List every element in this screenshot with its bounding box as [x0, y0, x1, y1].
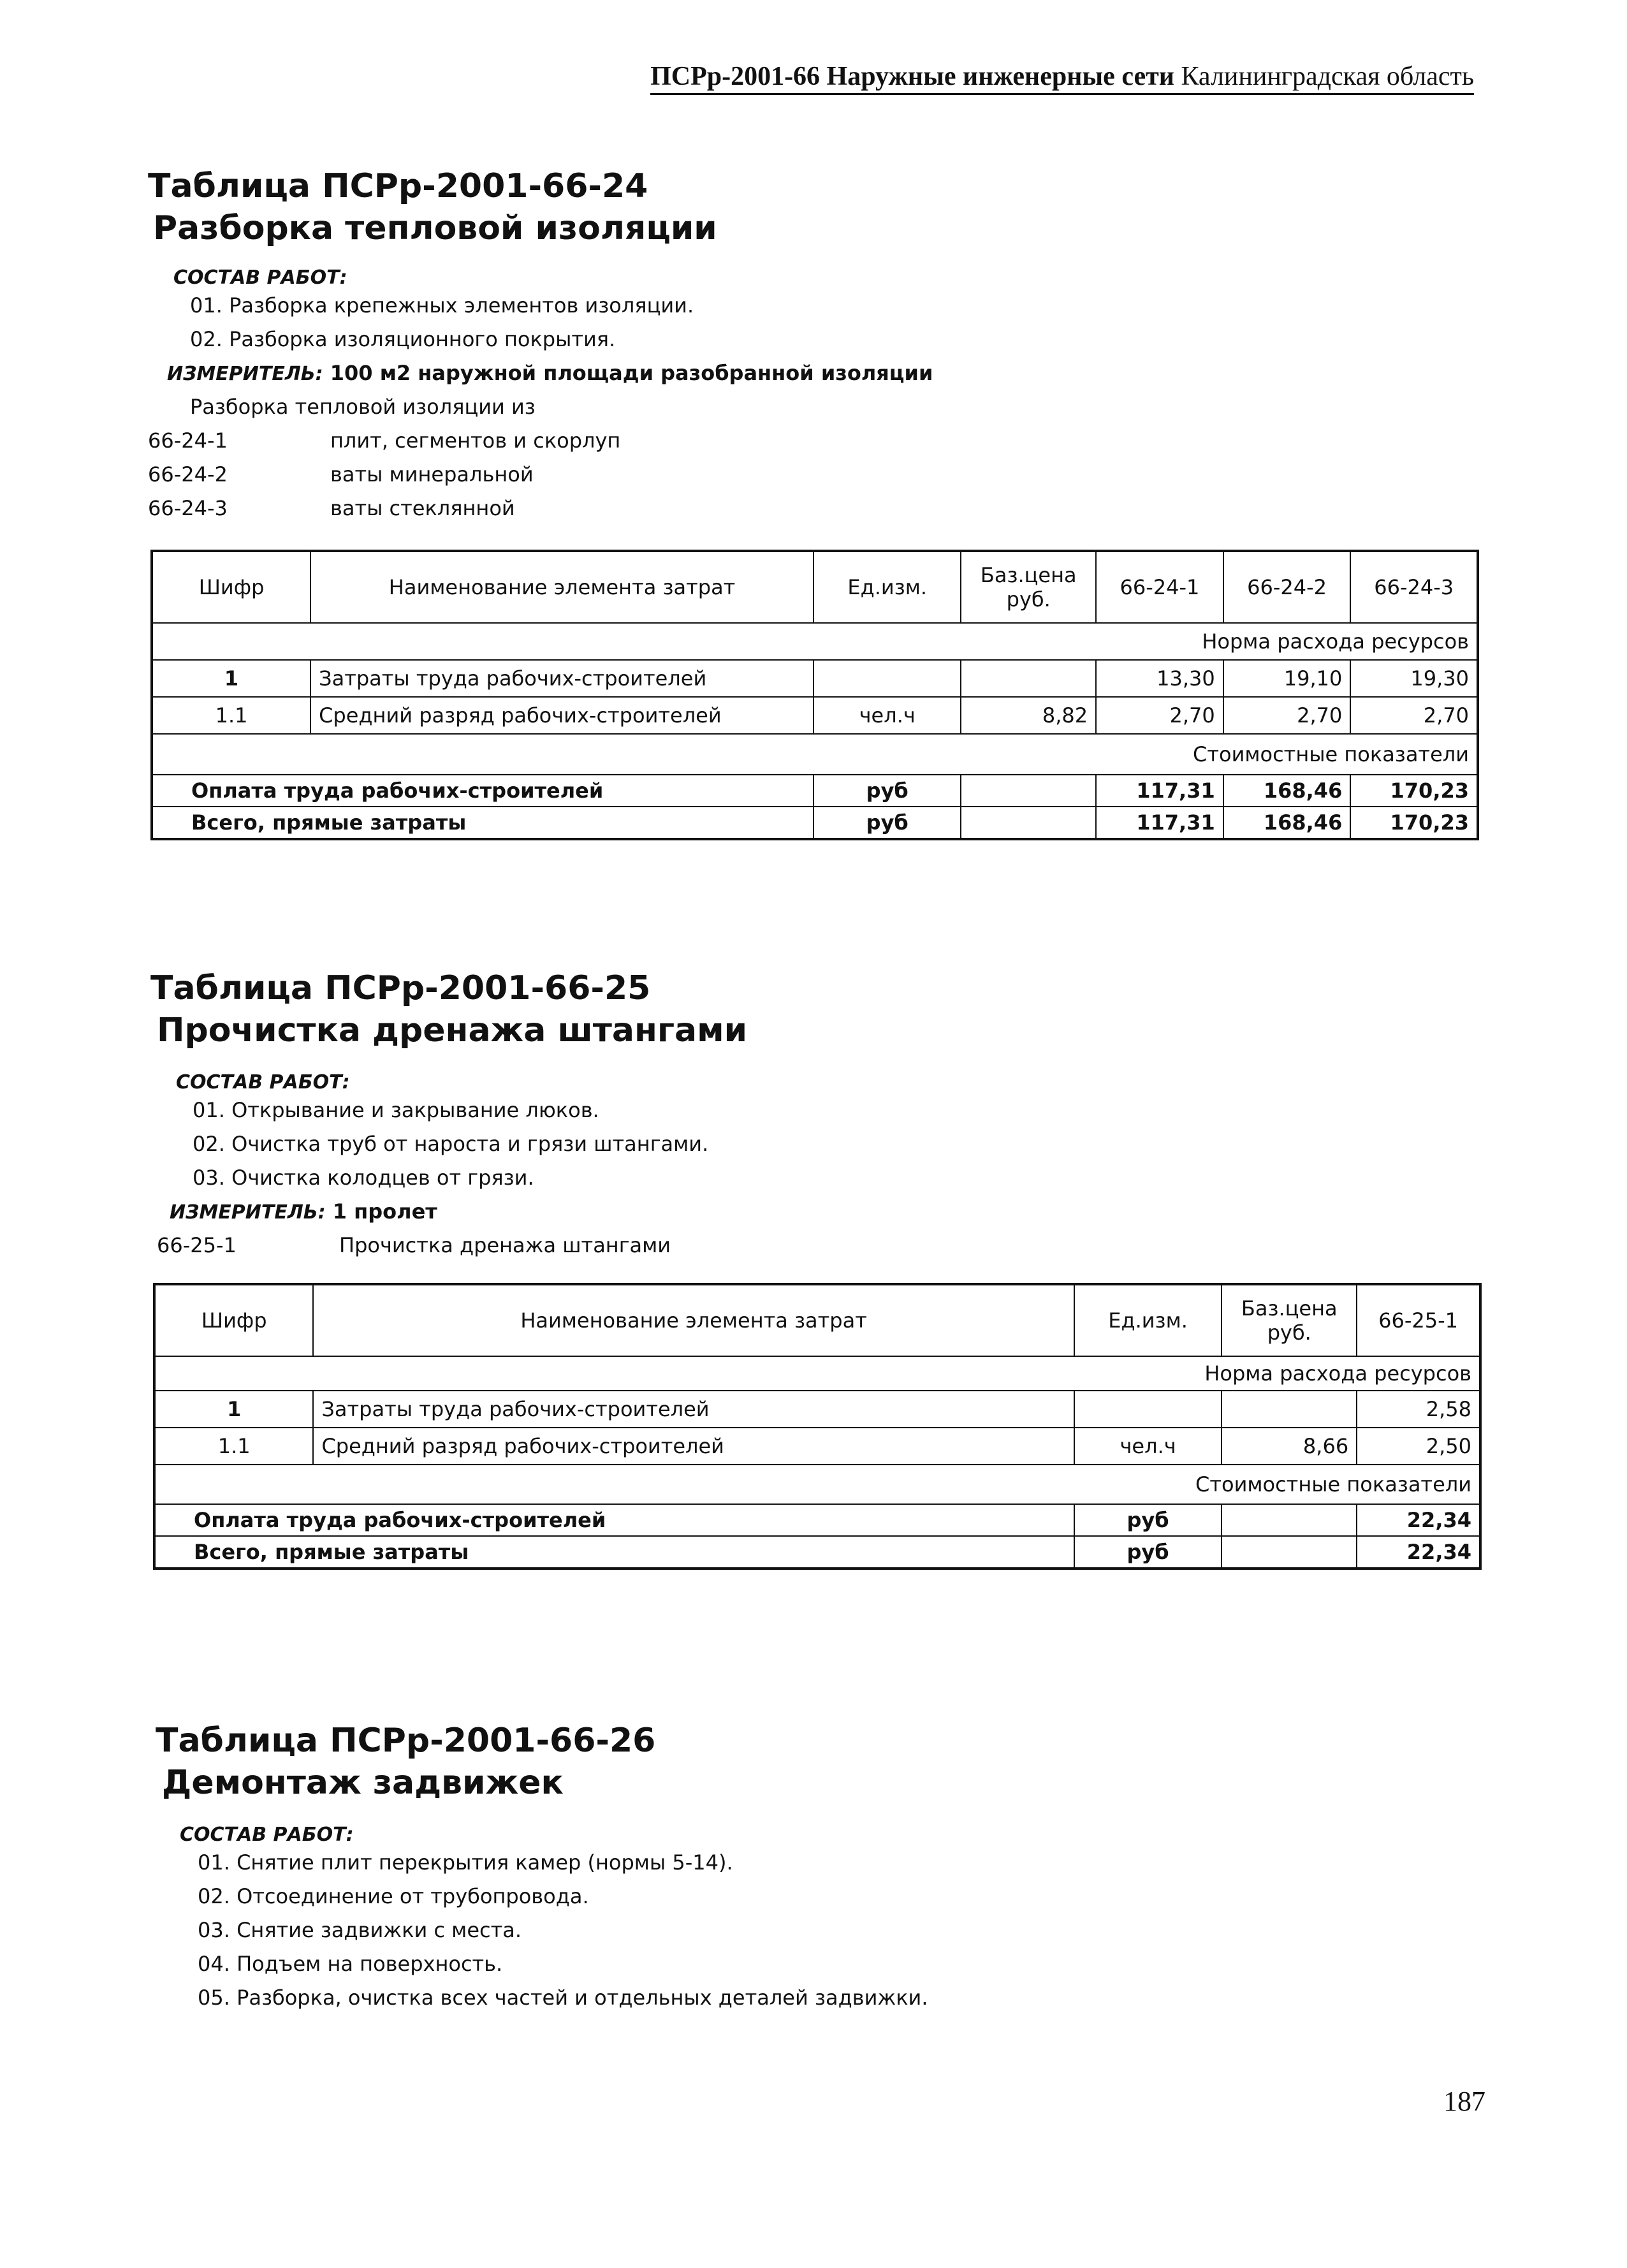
work-item: 01. Снятие плит перекрытия камер (нормы 5-14). [198, 1850, 733, 1875]
col-header: Шифр [154, 1284, 313, 1356]
row-price: 8,66 [1222, 1428, 1357, 1465]
izmeritel-value: 100 м2 наружной площади разобранной изоляции [330, 361, 933, 385]
variant-desc: плит, сегментов и скорлуп [330, 428, 621, 453]
work-item: 02. Очистка труб от нароста и грязи штангами. [193, 1132, 709, 1156]
table-title: Таблица ПСРр-2001-66-24 [148, 167, 648, 205]
row-code: 1.1 [152, 697, 310, 734]
row-value: 2,50 [1357, 1428, 1480, 1465]
cost-unit: руб [1074, 1536, 1222, 1569]
izmeritel [167, 356, 1627, 390]
table-subtitle: Разборка тепловой изоляции [153, 209, 717, 247]
section-66-26 [0, 1722, 1627, 2015]
row-code: 1 [152, 660, 310, 697]
cost-value: 117,31 [1096, 807, 1223, 839]
table-title: Таблица ПСРр-2001-66-26 [156, 1722, 656, 1760]
cost-unit: руб [813, 775, 961, 807]
cost-unit: руб [813, 807, 961, 839]
row-code: 1 [154, 1391, 313, 1428]
col-header: 66-24-2 [1223, 551, 1351, 623]
header-region: Калининградская область [1181, 62, 1474, 91]
cost-value: 117,31 [1096, 775, 1223, 807]
variant-row [148, 458, 1627, 492]
col-header: 66-25-1 [1357, 1284, 1480, 1356]
col-header: Баз.цена руб. [1222, 1284, 1357, 1356]
table-title: Таблица ПСРр-2001-66-25 [150, 969, 651, 1007]
izmeritel-value: 1 пролет [332, 1199, 437, 1224]
row-price: 8,82 [961, 697, 1096, 734]
table-row [152, 660, 1478, 697]
col-header: Ед.изм. [813, 551, 961, 623]
variant-code: 66-24-3 [148, 496, 228, 520]
cost-value: 170,23 [1350, 775, 1478, 807]
variant-code: 66-24-2 [148, 462, 228, 487]
sostav-label: СОСТАВ РАБОТ: [173, 267, 347, 289]
resource-table-66-25 [153, 1283, 1482, 1570]
section-row [152, 623, 1478, 660]
cost-unit: руб [1074, 1504, 1222, 1536]
norm-label: Норма расхода ресурсов [152, 623, 1478, 660]
cost-row [154, 1504, 1480, 1536]
col-header: 66-24-1 [1096, 551, 1223, 623]
row-name: Средний разряд рабочих-строителей [313, 1428, 1074, 1465]
variant-code: 66-25-1 [157, 1233, 237, 1257]
row-code: 1.1 [154, 1428, 313, 1465]
col-header: Ед.изм. [1074, 1284, 1222, 1356]
header-title: ПСРр-2001-66 Наружные инженерные сети [650, 62, 1174, 91]
sostav-label: СОСТАВ РАБОТ: [180, 1824, 354, 1846]
row-unit: чел.ч [813, 697, 961, 734]
cost-name: Всего, прямые затраты [154, 1536, 1074, 1569]
page-header [650, 61, 1474, 95]
work-item: 02. Отсоединение от трубопровода. [198, 1884, 589, 1908]
section-row [154, 1465, 1480, 1504]
row-name: Затраты труда рабочих-строителей [313, 1391, 1074, 1428]
row-name: Средний разряд рабочих-строителей [310, 697, 813, 734]
table-row [154, 1391, 1480, 1428]
work-item: 04. Подъем на поверхность. [198, 1952, 503, 1976]
work-item: 03. Снятие задвижки с места. [198, 1918, 522, 1942]
cost-row [154, 1536, 1480, 1569]
variant-desc: ваты стеклянной [330, 496, 515, 520]
cost-row [152, 807, 1478, 839]
cost-value: 168,46 [1223, 775, 1351, 807]
cost-name: Всего, прямые затраты [152, 807, 813, 839]
row-value: 2,58 [1357, 1391, 1480, 1428]
work-item: 05. Разборка, очистка всех частей и отдельных деталей задвижки. [198, 1986, 928, 2010]
row-value: 2,70 [1096, 697, 1223, 734]
table-subtitle: Прочистка дренажа штангами [157, 1011, 748, 1050]
row-unit [1074, 1391, 1222, 1428]
row-name: Затраты труда рабочих-строителей [310, 660, 813, 697]
col-header: Наименование элемента затрат [310, 551, 813, 623]
variant-row [148, 492, 1627, 525]
table-row [152, 697, 1478, 734]
row-value: 19,10 [1223, 660, 1351, 697]
cost-price [961, 807, 1096, 839]
cost-label: Стоимостные показатели [152, 734, 1478, 775]
row-value: 13,30 [1096, 660, 1223, 697]
izmeritel-label: ИЗМЕРИТЕЛЬ: [170, 1201, 326, 1224]
table-subtitle: Демонтаж задвижек [162, 1764, 564, 1802]
variant-code: 66-24-1 [148, 428, 228, 453]
cost-value: 170,23 [1350, 807, 1478, 839]
col-header: 66-24-3 [1350, 551, 1478, 623]
cost-price [1222, 1536, 1357, 1569]
col-header: Шифр [152, 551, 310, 623]
izmeritel [170, 1195, 1627, 1229]
cost-value: 22,34 [1357, 1504, 1480, 1536]
sostav-label: СОСТАВ РАБОТ: [176, 1071, 350, 1094]
cost-label: Стоимостные показатели [154, 1465, 1480, 1504]
resource-table-66-24 [150, 550, 1479, 840]
table-header-row [154, 1284, 1480, 1356]
row-value: 2,70 [1223, 697, 1351, 734]
cost-price [961, 775, 1096, 807]
section-row [154, 1356, 1480, 1391]
variant-desc: ваты минеральной [330, 462, 534, 487]
section-row [152, 734, 1478, 775]
table-row [154, 1428, 1480, 1465]
cost-row [152, 775, 1478, 807]
norm-label: Норма расхода ресурсов [154, 1356, 1480, 1391]
row-value: 2,70 [1350, 697, 1478, 734]
section-66-24 [0, 167, 1627, 525]
section-66-25 [0, 969, 1627, 1262]
work-item: 01. Открывание и закрывание люков. [193, 1098, 599, 1122]
cost-value: 22,34 [1357, 1536, 1480, 1569]
cost-name: Оплата труда рабочих-строителей [152, 775, 813, 807]
cost-value: 168,46 [1223, 807, 1351, 839]
izmeritel-label: ИЗМЕРИТЕЛЬ: [167, 363, 323, 385]
row-unit: чел.ч [1074, 1428, 1222, 1465]
row-price [1222, 1391, 1357, 1428]
variants-intro: Разборка тепловой изоляции из [190, 395, 536, 419]
table-header-row [152, 551, 1478, 623]
row-price [961, 660, 1096, 697]
variant-desc: Прочистка дренажа штангами [339, 1233, 671, 1257]
work-item: 03. Очистка колодцев от грязи. [193, 1166, 534, 1190]
cost-price [1222, 1504, 1357, 1536]
cost-name: Оплата труда рабочих-строителей [154, 1504, 1074, 1536]
row-value: 19,30 [1350, 660, 1478, 697]
variant-row [157, 1229, 1627, 1262]
row-unit [813, 660, 961, 697]
work-item: 01. Разборка крепежных элементов изоляции. [190, 293, 694, 318]
work-item: 02. Разборка изоляционного покрытия. [190, 327, 616, 351]
page-number: 187 [1443, 2086, 1485, 2117]
variant-row [148, 424, 1627, 458]
col-header: Баз.цена руб. [961, 551, 1096, 623]
col-header: Наименование элемента затрат [313, 1284, 1074, 1356]
